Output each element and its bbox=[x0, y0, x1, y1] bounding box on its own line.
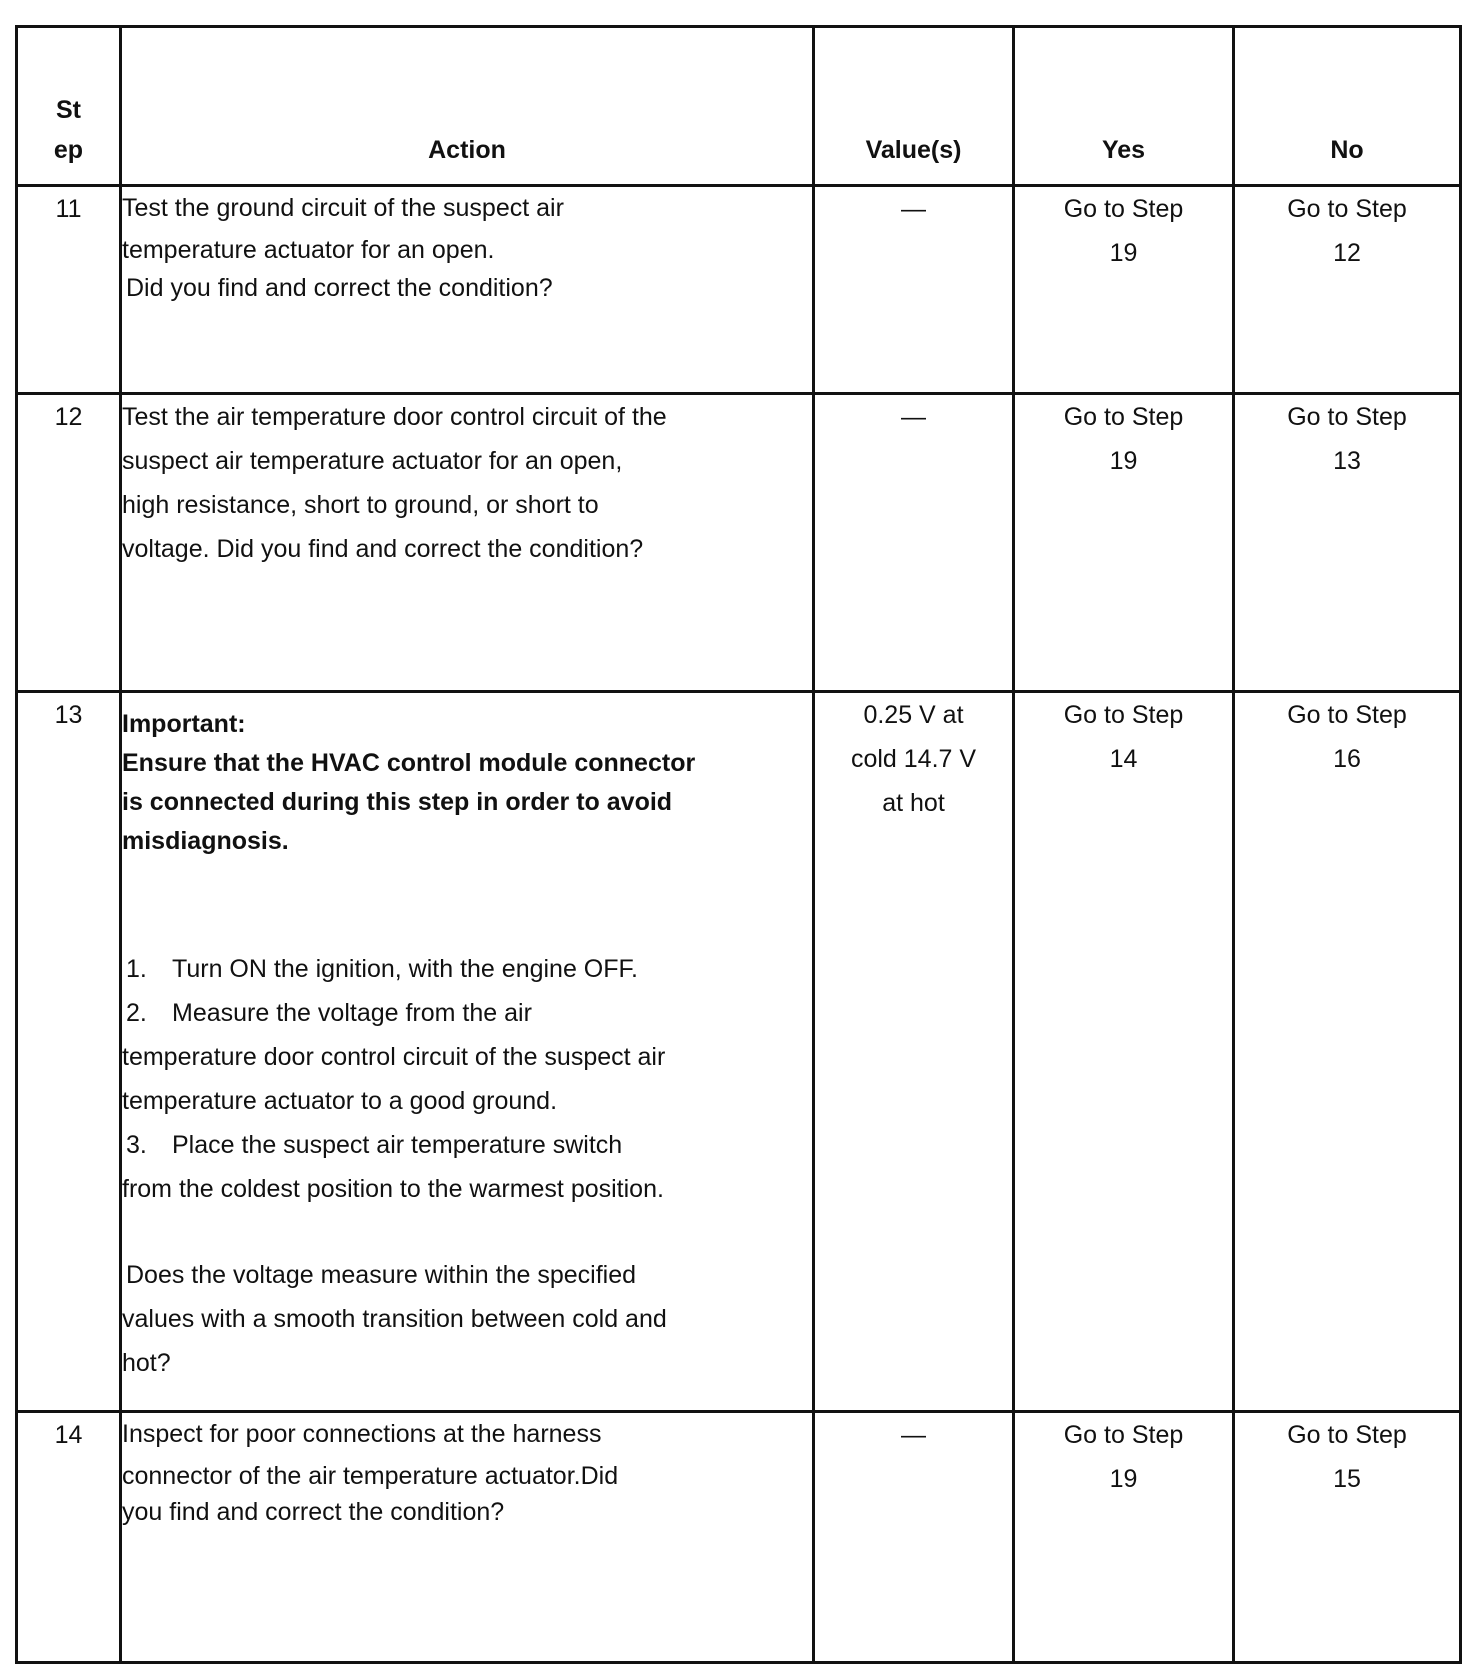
question-text: Does the voltage measure within the specified bbox=[126, 1261, 637, 1289]
yes-cell: Go to Step 19 bbox=[1014, 186, 1234, 394]
action-cell: Inspect for poor connections at the harness connector of the air temperature actuator.Did you find and correct the condition? bbox=[121, 1412, 814, 1663]
step-number: 11 bbox=[17, 186, 121, 394]
value-cell: 0.25 V at cold 14.7 V at hot bbox=[814, 692, 1014, 1412]
important-label: Important: bbox=[122, 710, 246, 738]
step-number: 14 bbox=[17, 1412, 121, 1663]
yes-cell: Go to Step 14 bbox=[1014, 692, 1234, 1412]
header-row bbox=[17, 27, 1461, 186]
no-cell: Go to Step 13 bbox=[1234, 394, 1461, 692]
no-cell: Go to Step 15 bbox=[1234, 1412, 1461, 1663]
yes-cell: Go to Step 19 bbox=[1014, 1412, 1234, 1663]
value-cell: — bbox=[814, 1412, 1014, 1663]
list-item: 2. Measure the voltage from the air bbox=[126, 999, 532, 1027]
table-row bbox=[17, 186, 1461, 394]
value-cell: — bbox=[814, 394, 1014, 692]
value-cell: — bbox=[814, 186, 1014, 394]
step-number: 12 bbox=[17, 394, 121, 692]
header-step: St ep bbox=[17, 27, 121, 186]
no-cell: Go to Step 16 bbox=[1234, 692, 1461, 1412]
no-cell: Go to Step 12 bbox=[1234, 186, 1461, 394]
step-number: 13 bbox=[17, 692, 121, 1412]
yes-cell: Go to Step 19 bbox=[1014, 394, 1234, 692]
diagnostic-table bbox=[15, 25, 1462, 1664]
list-item: 1. Turn ON the ignition, with the engine OFF. bbox=[126, 955, 638, 983]
header-action: Action bbox=[121, 27, 814, 186]
action-cell: Important: Ensure that the HVAC control module connector is connected during this step in order to avoid misdiagnosis. 1. Turn ON the ignition, with the engine OFF. 2. Measure the voltage from the air temperature door control circuit of the suspect air temperature actuator to a good ground. 3. Place the suspect air temperature switch from the coldest position to the warmest position. Does the voltage measure within the specified values with a smooth transition between cold and hot? bbox=[121, 692, 814, 1412]
header-no: No bbox=[1234, 27, 1461, 186]
table-row bbox=[17, 692, 1461, 1412]
table-row bbox=[17, 394, 1461, 692]
action-cell: Test the ground circuit of the suspect air temperature actuator for an open. Did you find and correct the condition? bbox=[121, 186, 814, 394]
important-note: Ensure that the HVAC control module connector bbox=[122, 749, 696, 777]
header-values: Value(s) bbox=[814, 27, 1014, 186]
table-row bbox=[17, 1412, 1461, 1663]
header-yes: Yes bbox=[1014, 27, 1234, 186]
action-cell: Test the air temperature door control circuit of the suspect air temperature actuator for an open, high resistance, short to ground, or short to voltage. Did you find and correct the condition? bbox=[121, 394, 814, 692]
list-item: 3. Place the suspect air temperature switch bbox=[126, 1131, 623, 1159]
